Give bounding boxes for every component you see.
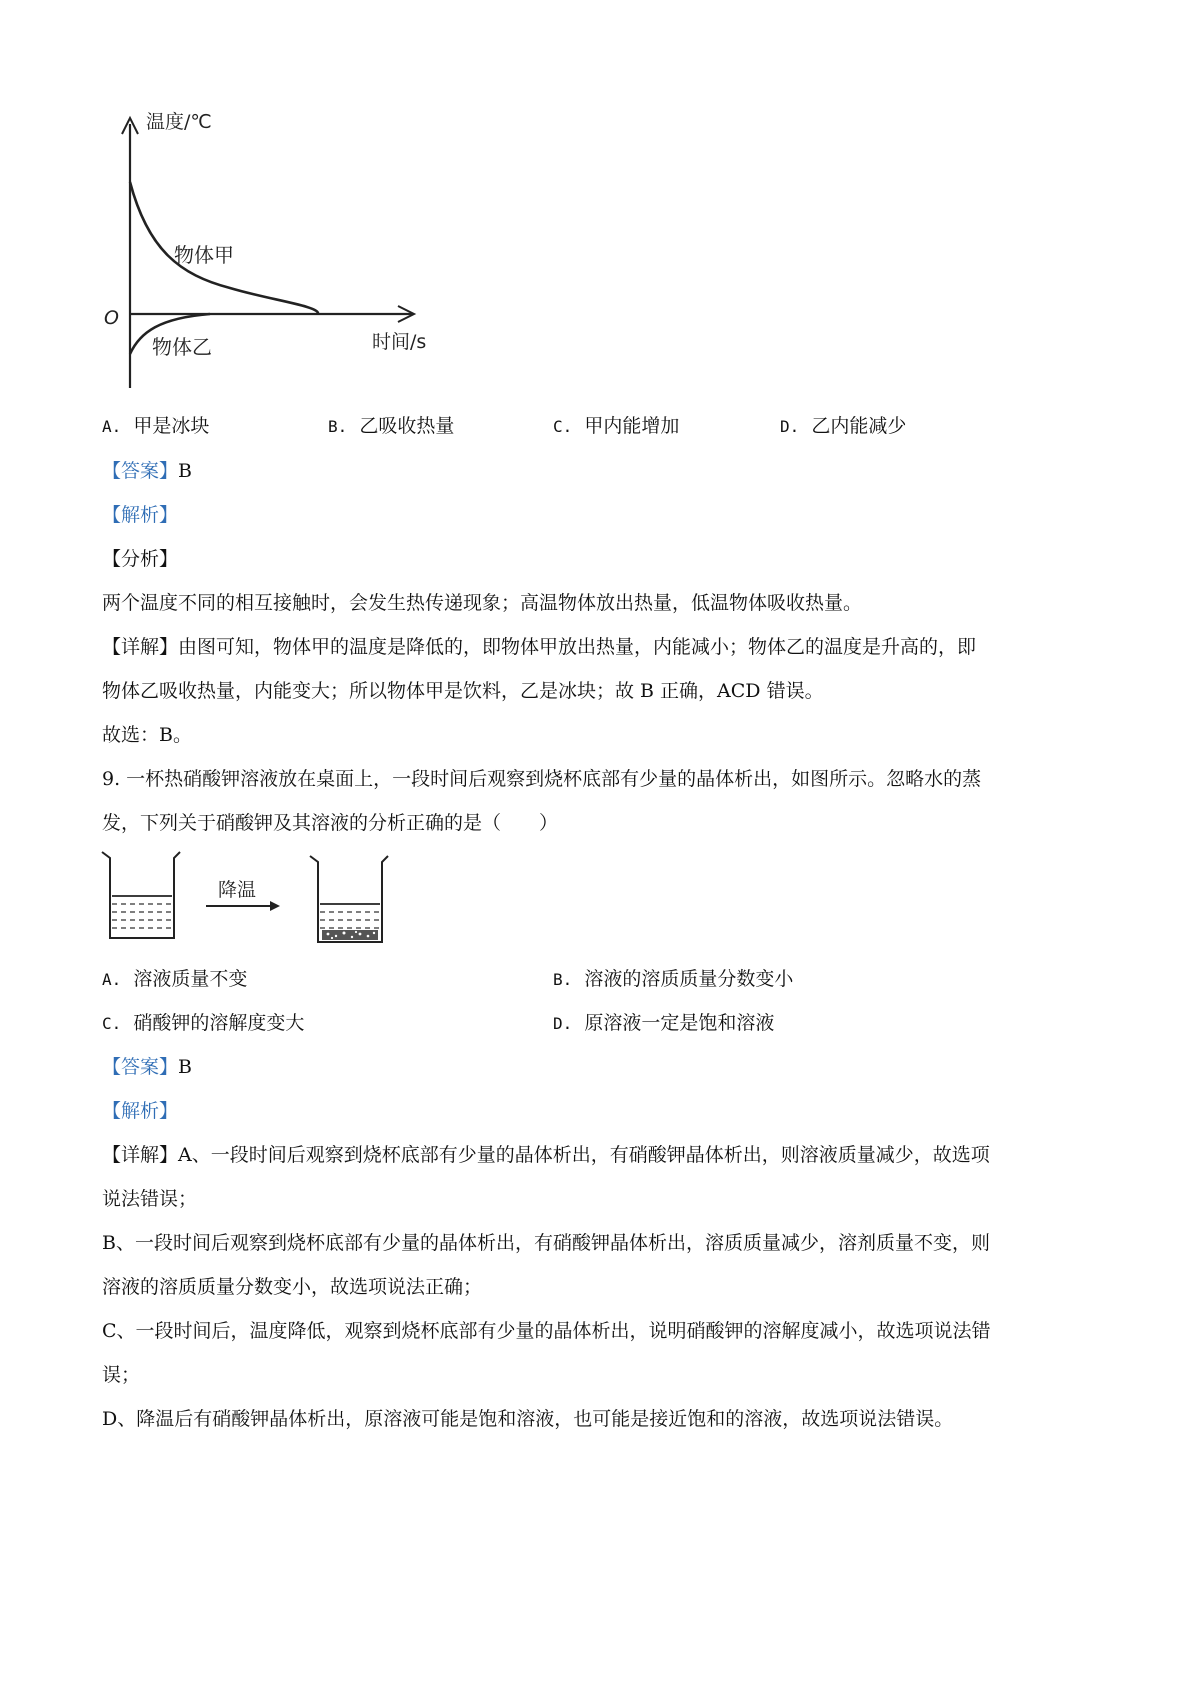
q9-detail-c-line2: 误； (102, 1364, 141, 1386)
q8-analysis-label: 【解析】 (102, 504, 179, 526)
q9-option-a: A. 溶液质量不变 (102, 968, 248, 990)
q9-detail-b-line2: 溶液的溶质质量分数变小，故选项说法正确； (102, 1276, 483, 1298)
q8-option-d: D. 乙内能减少 (780, 415, 907, 437)
crystal-deposit (322, 930, 378, 940)
temperature-time-graph (100, 110, 460, 400)
curve-a-label: 物体甲 (174, 243, 234, 267)
q9-detail-c-line1: C、一段时间后，温度降低，观察到烧杯底部有少量的晶体析出，说明硝酸钾的溶解度减小，故选项说法错 (102, 1320, 991, 1342)
q8-conclusion: 故选：B。 (102, 724, 192, 746)
q9-option-c: C. 硝酸钾的溶解度变大 (102, 1012, 305, 1034)
q8-option-c: C. 甲内能增加 (553, 415, 680, 437)
q9-stem-line2: 发，下列关于硝酸钾及其溶液的分析正确的是（ ） (102, 812, 559, 834)
q9-detail-d-line1: D、降温后有硝酸钾晶体析出，原溶液可能是饱和溶液，也可能是接近饱和的溶液，故选项说法错误。 (102, 1408, 954, 1430)
q8-option-a: A. 甲是冰块 (102, 415, 210, 437)
x-axis-label: 时间/s (372, 331, 427, 353)
q8-fenxi-label: 【分析】 (102, 548, 179, 570)
beaker-left (102, 852, 180, 938)
y-axis-label: 温度/℃ (146, 111, 212, 133)
origin-label: O (104, 307, 119, 329)
q9-answer: 【答案】B (102, 1056, 192, 1078)
beaker-right (310, 856, 388, 942)
cooling-label: 降温 (218, 879, 257, 901)
q9-detail-a-line1: 【详解】A、一段时间后观察到烧杯底部有少量的晶体析出，有硝酸钾晶体析出，则溶液质量减少，故选项 (102, 1144, 990, 1166)
q9-stem-line1: 9. 一杯热硝酸钾溶液放在桌面上，一段时间后观察到烧杯底部有少量的晶体析出，如图所示。忽略水的蒸 (102, 768, 982, 790)
q9-analysis-label: 【解析】 (102, 1100, 179, 1122)
q9-option-b: B. 溶液的溶质质量分数变小 (553, 968, 794, 990)
q8-detail-line1: 【详解】由图可知，物体甲的温度是降低的，即物体甲放出热量，内能减小；物体乙的温度是升高的，即 (102, 636, 977, 658)
q9-option-d: D. 原溶液一定是饱和溶液 (553, 1012, 775, 1034)
q8-answer: 【答案】B (102, 460, 192, 482)
q9-detail-b-line1: B、一段时间后观察到烧杯底部有少量的晶体析出，有硝酸钾晶体析出，溶质质量减少，溶剂质量不变，则 (102, 1232, 990, 1254)
beaker-cooling-figure (98, 850, 398, 950)
q9-detail-a-line2: 说法错误； (102, 1188, 198, 1210)
q8-detail-line2: 物体乙吸收热量，内能变大；所以物体甲是饮料，乙是冰块；故 B 正确，ACD 错误。 (102, 680, 824, 702)
curve-b-label: 物体乙 (152, 335, 212, 359)
q8-option-b: B. 乙吸收热量 (328, 415, 455, 437)
q8-fenxi-text: 两个温度不同的相互接触时，会发生热传递现象；高温物体放出热量，低温物体吸收热量。 (102, 592, 863, 614)
